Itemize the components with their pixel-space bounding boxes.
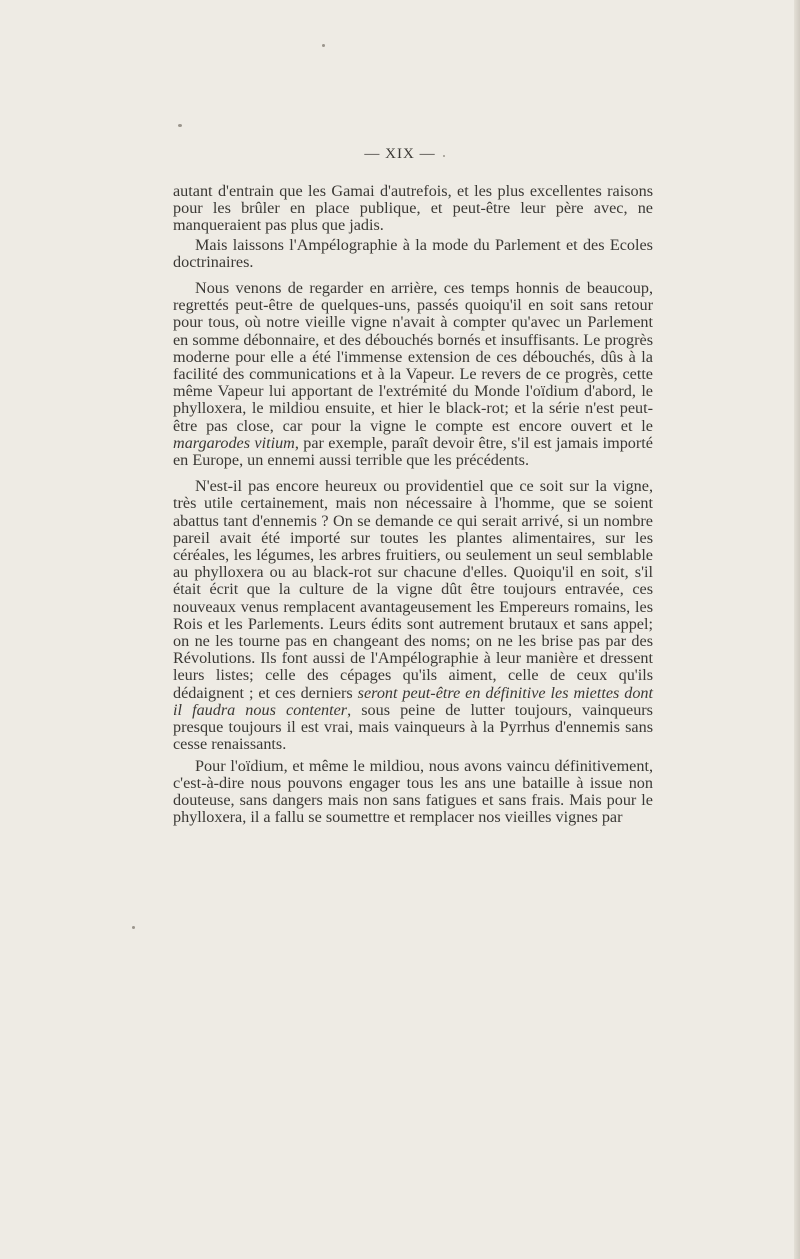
paragraph-3 — [173, 280, 653, 469]
page-number-header: — XIX — — [364, 146, 436, 162]
paragraph-5: Pour l'oïdium, et même le mildiou, nous avons vaincu définitivement, c'est-à-dire nous pouvons engager tous les ans une bataille à issue non douteuse, sans dangers mais non sans fatigues et sans frais. Mais pour le phylloxera, il a fallu se soumettre et remplacer nos vieilles vignes par — [173, 756, 653, 827]
paragraph-2: Mais laissons l'Ampélographie à la mode du Parlement et des Ecoles doctrinaires. — [173, 235, 653, 271]
paragraph-3-text-end: , par exemple, paraît devoir être, s'il est jamais importé en Europe, un ennemi aussi terrible que les précédents. — [173, 433, 653, 470]
paragraph-4-text: N'est-il pas encore heureux ou providentiel que ce soit sur la vigne, très utile certainement, mais non nécessaire à l'homme, que se soient abattus tant d'ennemis ? On se demande ce qui serait arrivé, si un nombre pareil avait été importé sur toutes les plantes alimentaires, sur les céréales, les légumes, les arbres fruitiers, ou seulement un seul semblable au phylloxera ou au black-rot sur chacune d'elles. Quoiqu'il en soit, s'il était écrit que la culture de la vigne dût être toujours entravée, ces nouveaux venus remplacent avantageusement les Empereurs romains, les Rois et les Parlements. Leurs édits sont autrement brutaux et sans appel; on ne les tourne pas en changeant des noms; on ne les brise pas par des Révolutions. Ils font aussi de l'Ampélographie à leur manière et dressent leurs listes; celle des cépages qu'ils aiment, celle de ceux qu'ils dédaignent ; et ces derniers — [173, 477, 653, 702]
paragraph-4 — [173, 478, 653, 753]
paragraph-1: autant d'entrain que les Gamai d'autrefois, et les plus excellentes raisons pour les brûler en place publique, et peut-être leur père avec, ne manqueraient pas plus que jadis. — [173, 182, 653, 235]
paper-speck — [443, 155, 445, 157]
paragraph-4-text-end: , sous peine de lutter toujours, vainqueurs presque toujours il est vrai, mais vainqueurs à la Pyrrhus d'ennemis sans cesse renaissants. — [173, 700, 653, 754]
paper-speck — [322, 44, 325, 47]
paper-speck — [178, 124, 182, 127]
paragraph-3-text: Nous venons de regarder en arrière, ces temps honnis de beaucoup, regrettés peut-être de quelques-uns, passés quoiqu'il en soit sans retour pour tous, où notre vieille vigne n'avait à compter qu'avec un Parlement en somme débonnaire, et des débouchés bornés et insuffisants. Le progrès moderne pour elle a été l'immense extension de ces débouchés, dûs à la facilité des communications et à la Vapeur. Le revers de ce progrès, cette même Vapeur lui apportant de l'extrémité du Monde l'oïdium d'abord, le phylloxera, le mildiou ensuite, et hier le black-rot; et la série n'est peut-être pas close, car pour la vigne le compte est encore ouvert et le — [173, 279, 653, 435]
body-text — [173, 183, 653, 835]
paragraph-3-italic: margarodes vitium — [173, 433, 295, 452]
paragraph-4-italic: seront peut-être en définitive les miettes dont il faudra nous contenter — [173, 683, 654, 719]
page-edge — [794, 0, 800, 1259]
paper-speck — [132, 926, 135, 929]
